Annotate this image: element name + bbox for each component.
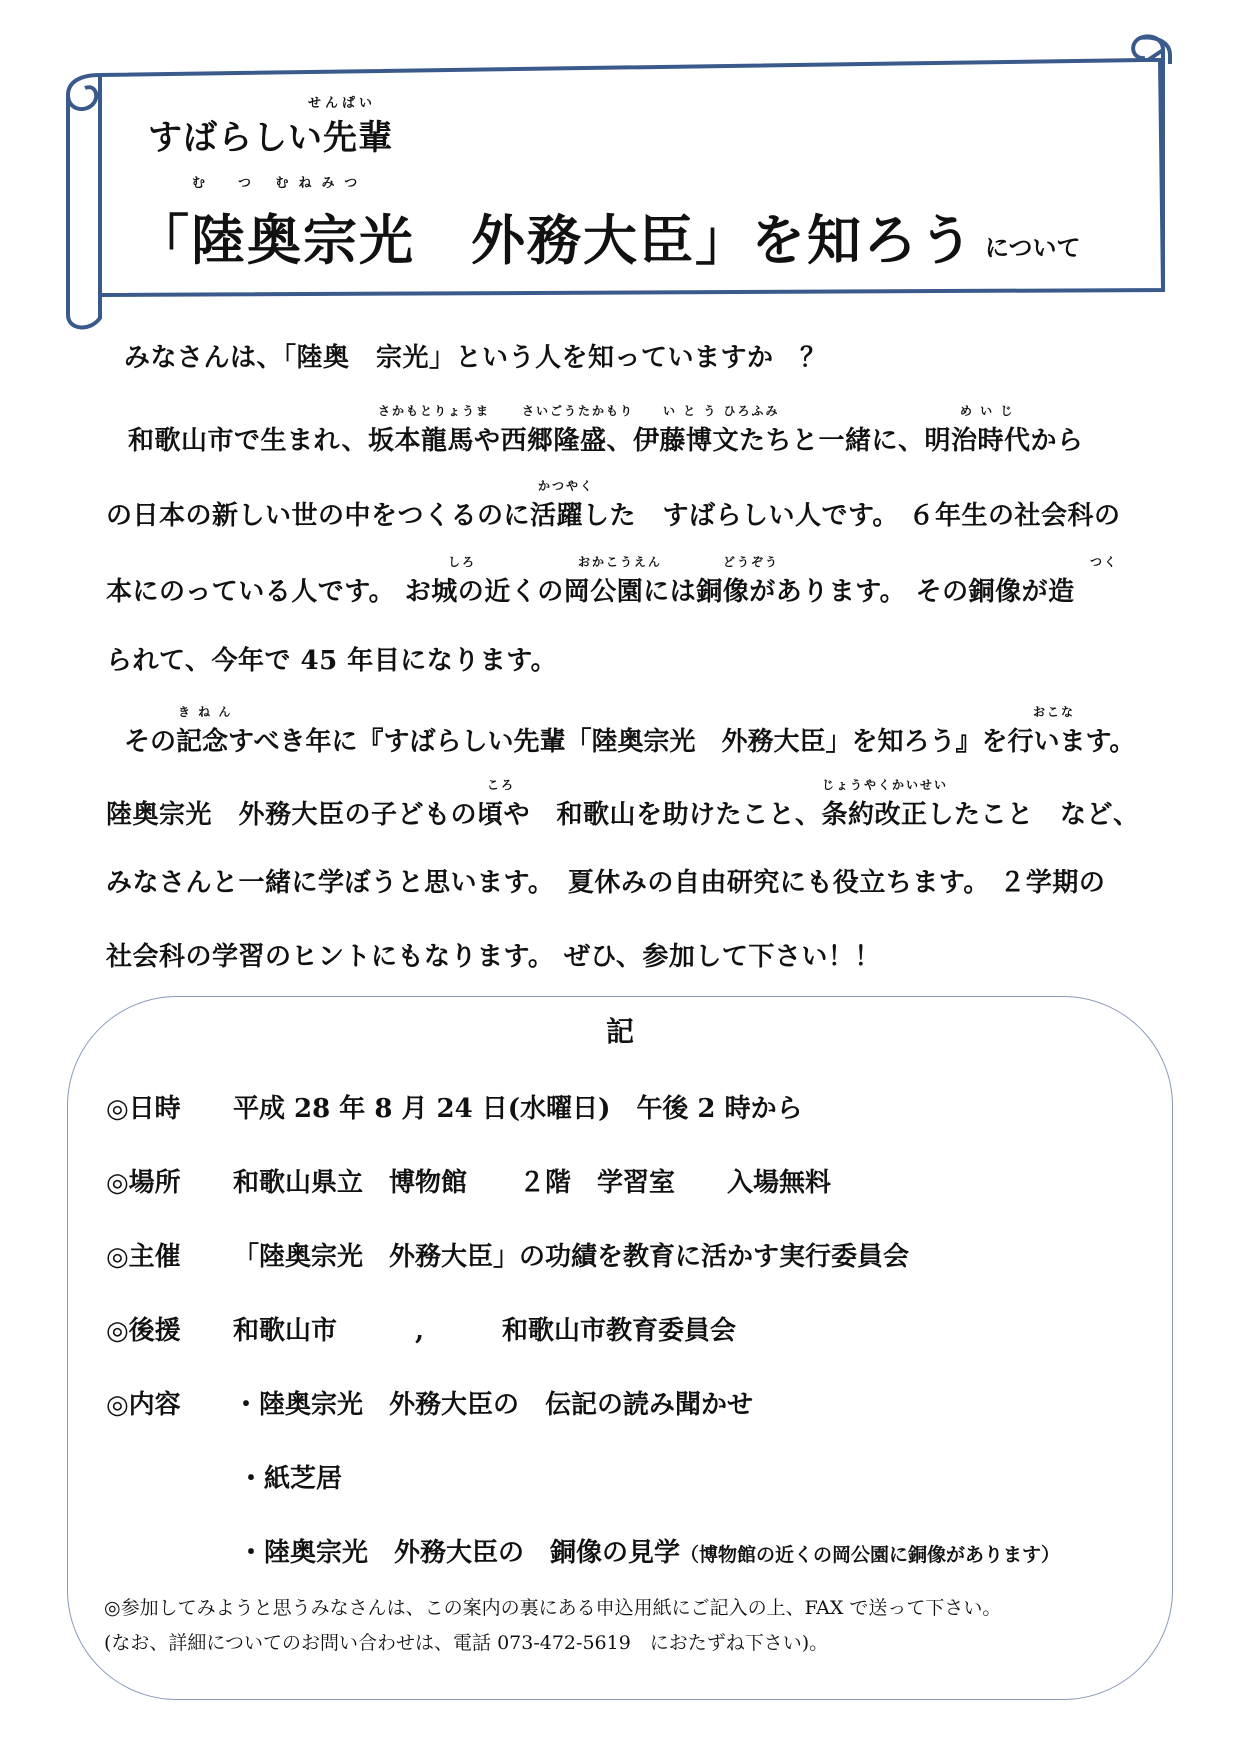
item-date-value: 平成 28 年 8 月 24 日(水曜日) 午後 2 時から <box>233 1094 803 1124</box>
ruby-katsuyaku: かつやく <box>538 479 595 493</box>
intro-line-3: の日本の新しい世の中をつくるのに活躍した すばらしい人です。 ６年生の社会科の <box>106 501 1121 531</box>
banner-subtitle: すばらしい先輩 <box>148 118 393 158</box>
title-ruby: む つ むねみつ <box>192 176 368 191</box>
intro-line-5: られて、今年で 45 年目になります。 <box>106 646 558 676</box>
ruby-dozo: どうぞう <box>723 555 780 569</box>
ruby-tsuku: つく <box>1090 555 1119 569</box>
item-place-label: ◎場所 <box>106 1168 181 1198</box>
purpose-line-4: 社会科の学習のヒントにもなります。 ぜひ、参加して下さい！！ <box>106 942 881 972</box>
item-support-value: 和歌山市 , 和歌山市教育委員会 <box>233 1316 737 1346</box>
item-support-label: ◎後援 <box>106 1316 181 1346</box>
item-place-value: 和歌山県立 博物館 ２階 学習室 入場無料 <box>233 1168 832 1198</box>
item-host-value: 「陸奥宗光 外務大臣」の功績を教育に活かす実行委員会 <box>233 1242 910 1272</box>
ruby-okakoen: おかこうえん <box>578 555 663 569</box>
ruby-kinen: き ね ん <box>178 705 233 719</box>
ruby-ito: い と う ひろふみ <box>663 404 780 418</box>
intro-line-2: 和歌山市で生まれ、坂本龍馬や西郷隆盛、伊藤博文たちと一緒に、明治時代から <box>128 426 1084 456</box>
intro-line-1: みなさんは、「陸奥 宗光」という人を知っていますか ？ <box>124 343 827 373</box>
ruby-okona: おこな <box>1033 705 1076 719</box>
purpose-line-1: その記念すべき年に『すばらしい先輩「陸奥宗光 外務大臣」を知ろう』を行います。 <box>124 727 1136 757</box>
footer-fax-note: ◎参加してみようと思うみなさんは、この案内の裏にある申込用紙にご記入の上、FAX で送って下さい。 <box>104 1597 1002 1619</box>
item-content-value: ・陸奥宗光 外務大臣の 伝記の読み聞かせ <box>233 1390 754 1420</box>
banner-title: 「陸奥宗光 外務大臣」を知ろう <box>135 209 975 272</box>
notice-heading: 記 <box>605 1015 634 1048</box>
intro-line-4: 本にのっている人です。 お城の近くの岡公園には銅像があります。 その銅像が造 <box>106 577 1075 607</box>
ruby-sakamoto: さかもとりょうま <box>378 404 491 418</box>
ruby-joyakukaisei: じょうやくかいせい <box>822 778 949 792</box>
item-content-label: ◎内容 <box>106 1390 181 1420</box>
purpose-line-2: 陸奥宗光 外務大臣の子どもの頃や 和歌山を助けたこと、条約改正したこと など、 <box>106 800 1140 830</box>
item-host-label: ◎主催 <box>106 1242 181 1272</box>
subtitle-ruby: せんぱい <box>308 96 377 111</box>
footer-contact-note: (なお、詳細についてのお問い合わせは、電話 073-472-5619 におたずね下さい)。 <box>104 1632 829 1654</box>
item-date-label: ◎日時 <box>106 1094 181 1124</box>
scroll-banner-frame <box>0 0 1240 340</box>
content-statue-visit-text: ・陸奥宗光 外務大臣の 銅像の見学 <box>238 1538 681 1568</box>
content-statue-visit <box>238 1532 1060 1569</box>
content-kamishibai: ・紙芝居 <box>238 1464 343 1494</box>
ruby-shiro: しろ <box>448 555 477 569</box>
banner-title-suffix: について <box>985 234 1081 262</box>
ruby-saigo: さいごうたかもり <box>522 404 635 418</box>
ruby-meiji: め い じ <box>960 404 1015 418</box>
ruby-koro: ころ <box>487 778 516 792</box>
purpose-line-3: みなさんと一緒に学ぼうと思います。 夏休みの自由研究にも役立ちます。 ２学期の <box>106 868 1106 898</box>
content-statue-note: （博物館の近くの岡公園に銅像があります） <box>680 1544 1061 1566</box>
